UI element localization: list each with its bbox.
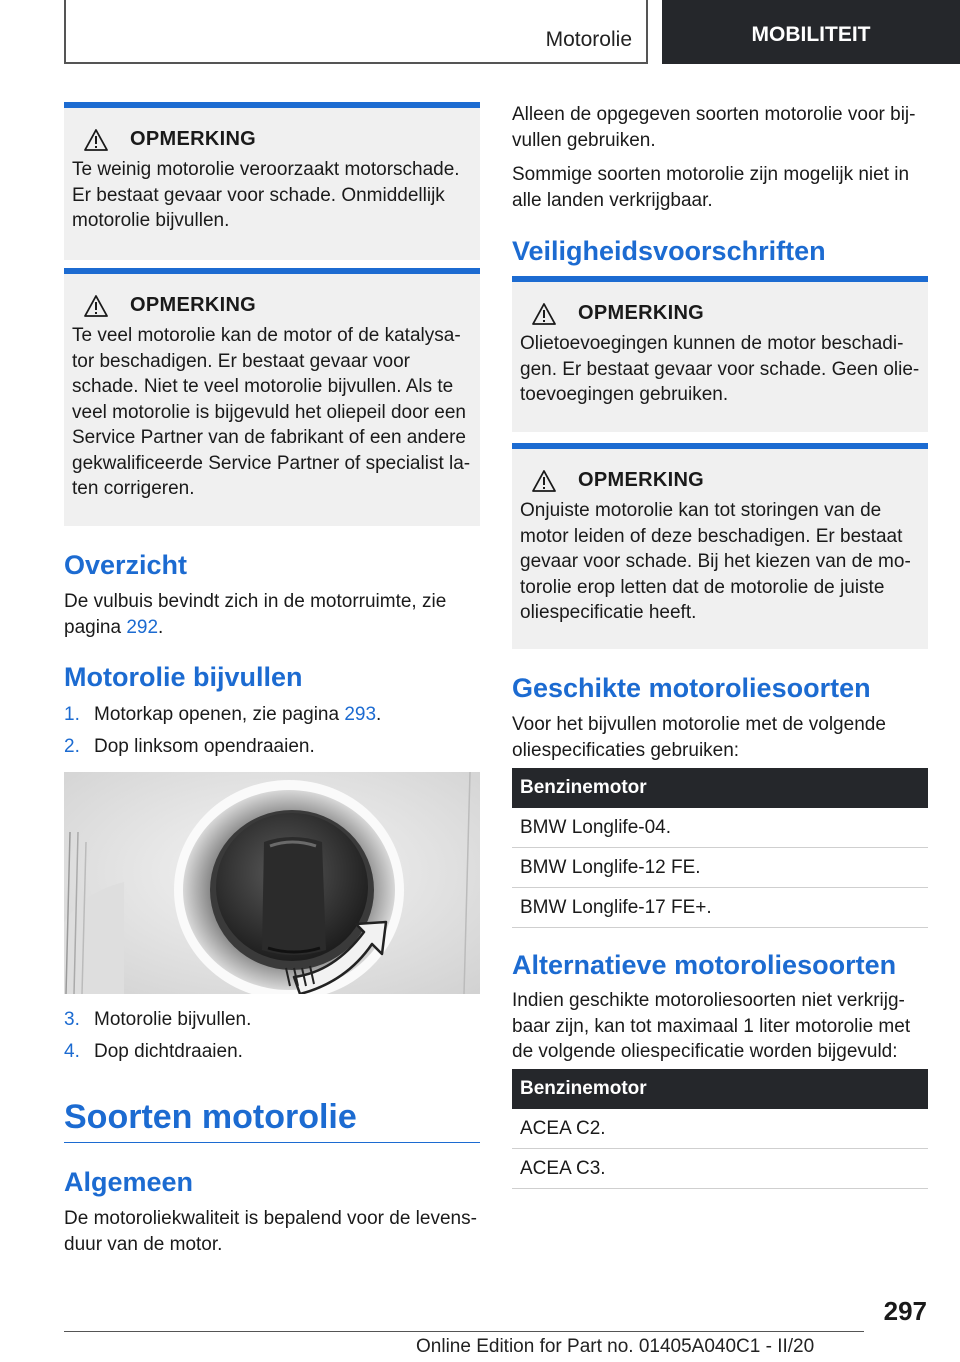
header-chapter-tab (662, 0, 960, 64)
step-label: Motorkap openen, zie pagina (94, 704, 345, 725)
table-row: ACEA C2. (512, 1109, 928, 1149)
paragraph-intro: Alleen de opgegeven soorten motorolie voor bijvullen gebruiken. (512, 104, 916, 151)
heading-veiligheidsvoorschriften: Veiligheidsvoorschriften (512, 236, 826, 266)
oil-filler-cap-photo (64, 772, 480, 994)
step-text: Dop linksom opendraaien. (94, 736, 315, 757)
list-item (64, 1039, 243, 1064)
heading-rule (64, 1142, 480, 1143)
step-number: 3. (64, 1009, 80, 1030)
paragraph-intro: Sommige soorten motorolie zijn mogelijk niet in alle landen verkrijgbaar. (512, 164, 910, 211)
heading-overzicht: Overzicht (64, 550, 188, 580)
step-text (94, 702, 381, 727)
table-header: Benzinemotor (512, 1069, 928, 1109)
heading-geschikte-motoroliesoorten: Geschikte motoroliesoorten (512, 673, 871, 703)
footer-rule (64, 1331, 864, 1332)
list-item (64, 702, 381, 727)
note-title: OPMERKING (578, 302, 705, 324)
note-title: OPMERKING (578, 469, 705, 491)
step-text: Motorolie bijvullen. (94, 1009, 252, 1030)
table-header: Benzinemotor (512, 768, 928, 808)
warning-note (64, 102, 480, 260)
step-text: Dop dichtdraaien. (94, 1041, 243, 1062)
note-text: Te weinig motorolie veroorzaakt motorschade. Er bestaat gevaar voor schade. Onmiddellijk motorolie bijvullen. (72, 159, 460, 231)
note-text: Olietoevoegingen kunnen de motor beschadigen. Er bestaat gevaar voor schade. Geen olietoevoegingen gebruiken. (520, 333, 920, 405)
page-number: 297 (883, 1296, 927, 1326)
table-row: BMW Longlife-12 FE. (512, 848, 928, 888)
alt-oil-spec-table (512, 1069, 928, 1189)
table-row: ACEA C3. (512, 1149, 928, 1189)
note-header (520, 469, 920, 492)
table-row: BMW Longlife-04. (512, 808, 928, 848)
paragraph-text: De vulbuis bevindt zich in de motorruimte, zie pagina (64, 591, 447, 638)
note-header (72, 294, 472, 317)
step-number: 1. (64, 704, 80, 725)
step-number: 4. (64, 1041, 80, 1062)
note-header (72, 128, 472, 151)
table-row: BMW Longlife-17 FE+. (512, 888, 928, 928)
paragraph-overzicht (64, 589, 480, 640)
paragraph-geschikt: Voor het bijvullen motorolie met de volgende oliespecificaties gebruiken: (512, 714, 886, 761)
step-end: . (376, 704, 382, 725)
heading-algemeen: Algemeen (64, 1167, 194, 1197)
header-chapter-label: MOBILITEIT (751, 23, 871, 46)
note-text: Te veel motorolie kan de motor of de katalysator beschadigen. Er bestaat gevaar voor schade. Niet te veel motorolie bijvullen. Als te veel motorolie is bijgevuld het oliepeil door een Service Partner van de fabrikant of een andere gekwalificeerde Service Partner of specialist laten corrigeren. (72, 325, 471, 499)
oil-spec-table (512, 768, 928, 928)
page-link[interactable]: 293 (344, 704, 377, 725)
note-text: Onjuiste motorolie kan tot storingen van de motor leiden of deze beschadigen. Er bestaat gevaar voor schade. Bij het kiezen van de motorolie erop letten dat de motorolie de juiste oliespecificatie heeft. (520, 500, 911, 623)
note-title: OPMERKING (130, 294, 257, 316)
header-section-title: Motorolie (545, 28, 632, 51)
warning-note (512, 276, 928, 432)
list-item (64, 734, 315, 759)
page-link[interactable]: 292 (126, 616, 159, 638)
paragraph-alternatief: Indien geschikte motoroliesoorten niet verkrijgbaar zijn, kan tot maximaal 1 liter motorolie met de volgende oliespecificatie worden bijgevuld: (512, 990, 911, 1062)
list-item (64, 1007, 251, 1032)
heading-soorten-motorolie: Soorten motorolie (64, 1098, 357, 1136)
oil-filler-cap-illustration (64, 772, 480, 994)
warning-icon (532, 470, 556, 492)
heading-motorolie-bijvullen: Motorolie bijvullen (64, 662, 303, 692)
warning-note (512, 443, 928, 649)
note-header (520, 302, 920, 325)
paragraph-algemeen: De motoroliekwaliteit is bepalend voor de levensduur van de motor. (64, 1208, 477, 1255)
step-number: 2. (64, 736, 80, 757)
heading-alternatieve-motoroliesoorten: Alternatieve motoroliesoorten (512, 950, 897, 980)
warning-note (64, 268, 480, 526)
warning-icon (84, 295, 108, 317)
note-title: OPMERKING (130, 128, 257, 150)
warning-icon (84, 129, 108, 151)
edition-label: Online Edition for Part no. 01405A040C1 - II/20 (416, 1336, 815, 1357)
paragraph-end: . (158, 616, 164, 638)
warning-icon (532, 303, 556, 325)
